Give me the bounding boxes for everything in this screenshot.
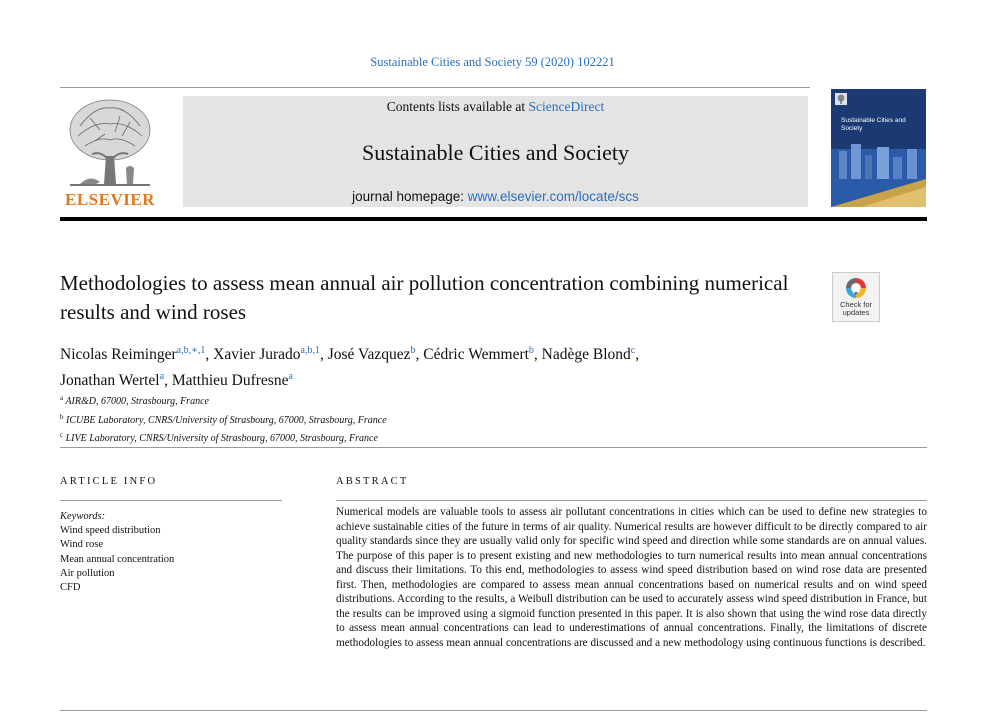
crossmark-label-line1: Check for bbox=[839, 300, 873, 309]
author-separator: , bbox=[164, 372, 172, 389]
elsevier-wordmark: ELSEVIER bbox=[65, 190, 155, 209]
cover-elsevier-icon bbox=[835, 93, 847, 105]
keyword-item: CFD bbox=[60, 582, 81, 594]
keyword-item: Mean annual concentration bbox=[60, 553, 175, 565]
affiliation-label: a bbox=[60, 394, 64, 402]
check-for-updates-button[interactable] bbox=[832, 272, 880, 322]
author[interactable]: Xavier Jurado$^{a,b,1}$ bbox=[213, 345, 320, 363]
author-affiliation-marker[interactable]: a bbox=[288, 371, 293, 382]
header-thick-rule bbox=[60, 217, 927, 221]
affiliation-item bbox=[60, 410, 760, 429]
affiliation-item bbox=[60, 391, 760, 410]
author-affiliation-marker[interactable]: b bbox=[410, 345, 416, 356]
contents-prefix: Contents lists available at bbox=[386, 99, 529, 114]
author-affiliation-marker[interactable]: a bbox=[159, 371, 165, 382]
journal-title: Sustainable Cities and Society bbox=[361, 140, 630, 165]
author[interactable]: José Vazquez$^b$ bbox=[327, 345, 416, 363]
affiliation-text: ICUBE Laboratory, CNRS/University of Strasbourg, 67000, Strasbourg, France bbox=[66, 414, 387, 426]
affiliation-text: LIVE Laboratory, CNRS/University of Strasbourg, 67000, Strasbourg, France bbox=[65, 433, 378, 444]
affiliation-label: c bbox=[60, 431, 64, 439]
crossmark-label bbox=[833, 301, 879, 317]
author-separator: , bbox=[635, 346, 640, 363]
author-separator: , bbox=[205, 346, 214, 363]
keyword-item: Air pollution bbox=[60, 567, 115, 579]
sciencedirect-link[interactable]: ScienceDirect bbox=[528, 99, 605, 114]
contents-available-line bbox=[183, 99, 808, 115]
author-affiliation-marker[interactable]: a,b,1 bbox=[300, 345, 320, 356]
keyword-item: Wind speed distribution bbox=[60, 525, 161, 537]
author[interactable]: Nicolas Reiminger$^{a,b,∗,1}$ bbox=[60, 345, 206, 363]
keyword-item: Wind rose bbox=[60, 539, 104, 551]
journal-masthead bbox=[183, 96, 808, 207]
abstract-heading: ABSTRACT bbox=[336, 476, 409, 487]
article-info-heading: ARTICLE INFO bbox=[60, 476, 158, 487]
article-info-rule bbox=[60, 500, 282, 501]
author-separator: , bbox=[533, 346, 542, 363]
author-affiliation-marker[interactable]: c bbox=[630, 345, 636, 356]
crossmark-icon bbox=[844, 276, 868, 300]
section-divider bbox=[60, 447, 927, 448]
author-affiliation-marker[interactable]: b bbox=[528, 345, 534, 356]
cover-title: Sustainable Cities and Society bbox=[841, 117, 906, 132]
homepage-link[interactable]: www.elsevier.com/locate/scs bbox=[467, 189, 639, 204]
abstract-rule bbox=[336, 500, 927, 501]
keywords-label: Keywords: bbox=[60, 511, 106, 522]
author-separator: , bbox=[319, 346, 328, 363]
author-list bbox=[60, 340, 860, 392]
affiliation-item bbox=[60, 428, 760, 447]
header-top-rule bbox=[60, 87, 810, 88]
abstract-text: Numerical models are valuable tools to assess air pollutant concentrations in cities which can be used to define new strategies to achieve sustainable cities of the future in terms of air quality. Numerical results are however difficult to be directly compared to air quality standards since they are usually valid only for specific wind speed and direction while some standards are on annual values. The purpose of this paper is to present existing and new methodologies to turn numerical results into mean annual concentrations and discuss their limitations. To this end, methodologies to assess wind speed distribution based on wind rose data are presented first. Then, methodologies are compared to assess mean annual concentrations based on numerical results and on wind speed distributions. According to the results, a Weibull distribution can be used to accurately assess wind speed distribution in France, but the results can be improved using a sigmoid function presented in this paper. It is also shown that using the wind rose data directly to assess mean annual concentrations can lead to underestimations of annual concentrations. Finally, the limitations of discrete methodologies to assess mean annual concentrations are discussed and a new methodology using continuous functions is described. bbox=[336, 506, 927, 649]
bottom-rule bbox=[60, 710, 927, 711]
journal-homepage-line bbox=[183, 189, 808, 204]
author-affiliation-marker[interactable]: a,b,∗,1 bbox=[176, 345, 206, 356]
author[interactable]: Nadège Blond$^c$ bbox=[541, 345, 636, 363]
journal-cover-image[interactable] bbox=[831, 89, 926, 207]
journal-reference[interactable]: Sustainable Cities and Society 59 (2020) 102221 bbox=[370, 55, 615, 69]
crossmark-label-line2: updates bbox=[842, 308, 870, 317]
author-separator: , bbox=[415, 346, 424, 363]
affiliations bbox=[60, 391, 760, 447]
affiliation-label: b bbox=[60, 412, 64, 421]
cover-artwork bbox=[831, 89, 926, 207]
author[interactable]: Cédric Wemmert$^b$ bbox=[423, 345, 534, 363]
author[interactable]: Matthieu Dufresne$^a$ bbox=[171, 371, 293, 389]
author[interactable]: Jonathan Wertel$^a$ bbox=[60, 371, 165, 389]
homepage-prefix: journal homepage: bbox=[352, 189, 468, 204]
keywords-block bbox=[60, 510, 290, 595]
affiliation-text: AIR&D, 67000, Strasbourg, France bbox=[65, 396, 209, 407]
article-title: Methodologies to assess mean annual air pollution concentration combining numerical results and wind roses bbox=[60, 271, 789, 324]
